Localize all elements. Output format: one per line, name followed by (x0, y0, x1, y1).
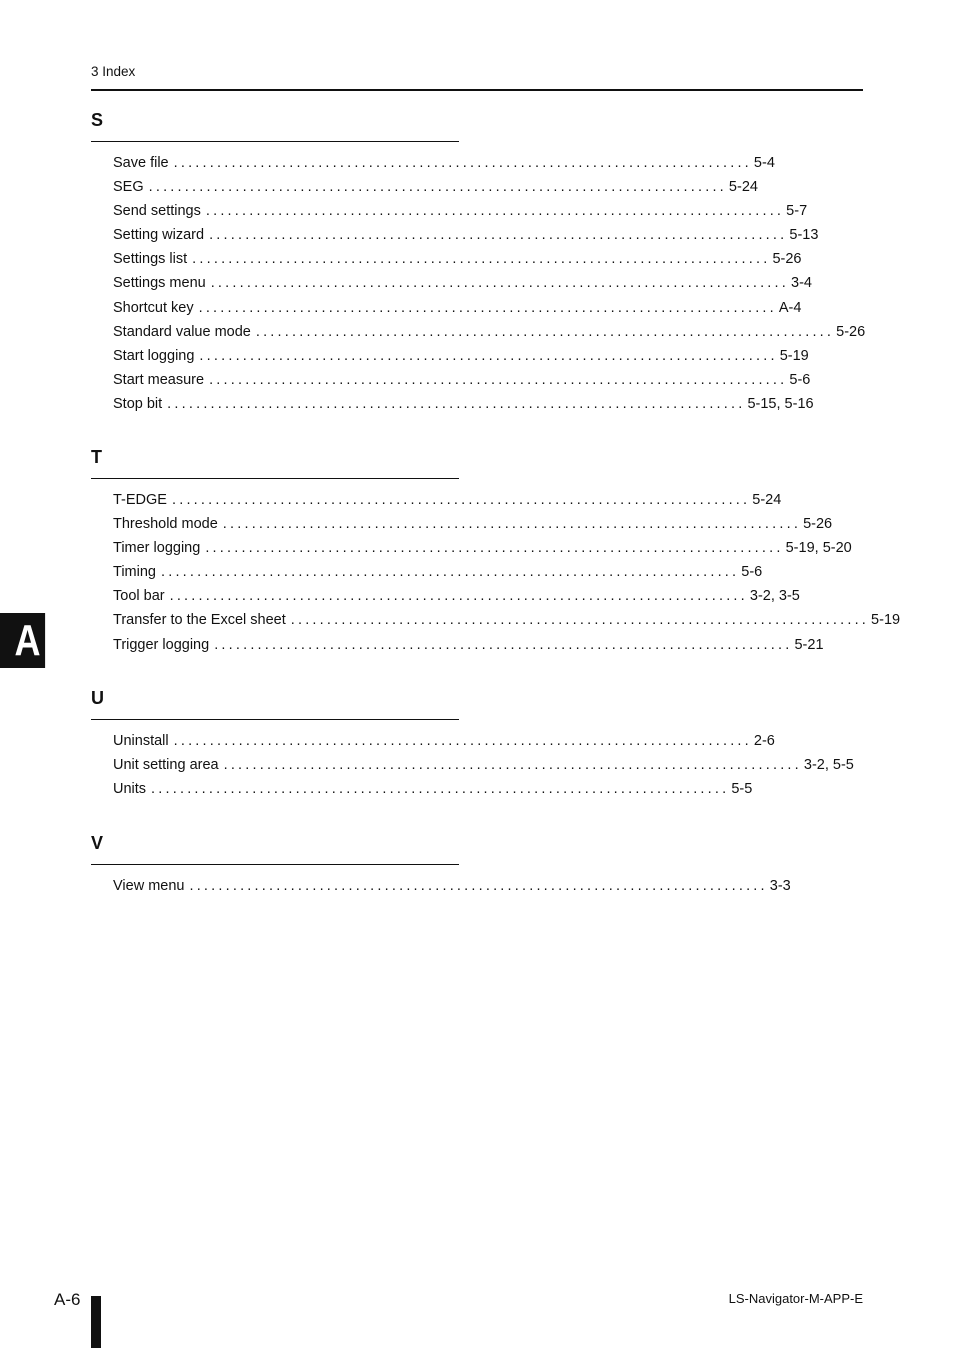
index-entry-term: Save file (113, 155, 169, 171)
index-entry (113, 588, 800, 612)
index-entry-term: Stop bit (113, 395, 163, 412)
index-entry-list (113, 155, 866, 420)
index-entry (113, 516, 833, 540)
index-entry-term: Uninstall (113, 733, 169, 749)
index-entry (113, 733, 775, 757)
dot-leader: ................................................................................ (222, 516, 802, 533)
index-entry-list (113, 878, 791, 902)
index-entry-term: Transfer to the Excel sheet (113, 612, 286, 629)
dot-leader: ................................................................................ (214, 636, 793, 653)
dot-leader: ................................................................................ (210, 275, 789, 292)
dot-leader: ................................................................................ (189, 878, 768, 894)
index-entry-page: 5-26 (836, 323, 866, 340)
index-entry (113, 540, 852, 564)
index-entry-page: 3-4 (791, 275, 812, 292)
index-entry (113, 371, 811, 396)
index-entry-page: 5-5 (731, 781, 753, 798)
index-entry-page: 3-2, 5-5 (803, 757, 854, 774)
index-entry (113, 636, 824, 661)
section-letter: U (91, 688, 104, 708)
index-entry-term: Trigger logging (113, 636, 210, 653)
side-tab-label: A (14, 616, 41, 665)
index-entry-term: Shortcut key (113, 299, 194, 316)
dot-leader: ................................................................................ (171, 492, 751, 508)
index-entry (113, 564, 763, 588)
index-entry (113, 299, 802, 324)
dot-leader: ................................................................................ (192, 251, 771, 268)
index-entry-page: 5-19, 5-20 (785, 540, 852, 557)
index-entry-page: 5-19 (779, 347, 809, 364)
index-entry-term: Units (113, 781, 147, 798)
dot-leader: ................................................................................ (148, 179, 727, 196)
footer-document-id: LS-Navigator-M-APP-E (728, 1291, 863, 1306)
index-entry (113, 203, 808, 227)
index-entry-term: Unit setting area (113, 757, 219, 774)
index-entry-page: 5-15, 5-16 (747, 395, 814, 412)
dot-leader: ................................................................................ (173, 733, 752, 749)
index-entry-page: 5-24 (752, 492, 782, 508)
index-entry-page: 5-21 (794, 636, 824, 653)
header-rule (91, 89, 863, 91)
section-letter: S (91, 110, 104, 130)
dot-leader: ................................................................................ (199, 347, 778, 364)
index-entry-term: Send settings (113, 203, 201, 220)
index-entry (113, 155, 775, 179)
index-entry-list (113, 492, 901, 661)
dot-leader: ................................................................................ (209, 371, 788, 388)
index-entry-term: Settings menu (113, 275, 206, 292)
dot-leader: ................................................................................ (290, 612, 870, 629)
index-entry-page: 5-19 (871, 612, 901, 629)
index-entry-term: Timing (113, 564, 156, 581)
section-rule (91, 864, 459, 865)
footer-page-number: A-6 (54, 1290, 81, 1309)
index-entry (113, 395, 814, 420)
index-entry-page: 5-24 (728, 179, 758, 196)
section-letter: V (91, 833, 104, 853)
index-entry-page: 5-6 (741, 564, 763, 581)
page-header-title: 3 Index (91, 64, 136, 79)
section-rule (91, 719, 459, 720)
index-entry (113, 347, 809, 372)
index-entry-page: 5-13 (789, 227, 819, 244)
index-entry-term: Setting wizard (113, 227, 205, 244)
index-entry-page: 5-7 (786, 203, 808, 220)
index-entry-term: Timer logging (113, 540, 201, 557)
dot-leader: ................................................................................ (160, 564, 740, 581)
index-entry (113, 179, 758, 203)
index-entry-page: 2-6 (753, 733, 775, 749)
index-entry-term: Settings list (113, 251, 188, 268)
index-entry-term: Standard value mode (113, 323, 251, 340)
index-entry (113, 227, 819, 251)
index-entry-term: Threshold mode (113, 516, 218, 533)
section-rule (91, 478, 459, 479)
section-letter: T (91, 447, 102, 467)
index-entry (113, 492, 782, 516)
section-rule (91, 141, 459, 142)
dot-leader: ................................................................................ (209, 227, 788, 244)
index-entry-term: Tool bar (113, 588, 165, 605)
dot-leader: ................................................................................ (151, 781, 730, 798)
dot-leader: ................................................................................ (173, 155, 752, 171)
dot-leader: ................................................................................ (255, 323, 835, 340)
index-entry (113, 757, 854, 781)
index-entry-term: Start logging (113, 347, 195, 364)
footer-bar (91, 1296, 101, 1348)
index-entry-page: A-4 (778, 299, 802, 316)
index-entry (113, 878, 791, 902)
index-entry-term: View menu (113, 878, 185, 894)
index-entry (113, 323, 866, 348)
index-entry-list (113, 733, 854, 805)
index-entry (113, 251, 802, 275)
index-entry (113, 612, 901, 636)
dot-leader: ................................................................................ (205, 540, 784, 557)
index-entry-term: T-EDGE (113, 492, 167, 508)
appendix-side-tab (0, 613, 45, 668)
index-entry-term: SEG (113, 179, 144, 196)
dot-leader: ................................................................................ (223, 757, 802, 774)
dot-leader: ................................................................................ (205, 203, 785, 220)
index-entry-page: 5-6 (789, 371, 811, 388)
dot-leader: ................................................................................ (198, 299, 777, 316)
index-entry (113, 275, 812, 299)
index-entry-page: 5-26 (772, 251, 802, 268)
index-entry-page: 5-4 (753, 155, 775, 171)
index-entry-page: 3-2, 3-5 (749, 588, 800, 605)
dot-leader: ................................................................................ (169, 588, 748, 605)
index-entry (113, 781, 753, 805)
index-entry-page: 3-3 (769, 878, 791, 894)
index-entry-page: 5-26 (803, 516, 833, 533)
dot-leader: ................................................................................ (167, 395, 746, 412)
index-entry-term: Start measure (113, 371, 205, 388)
